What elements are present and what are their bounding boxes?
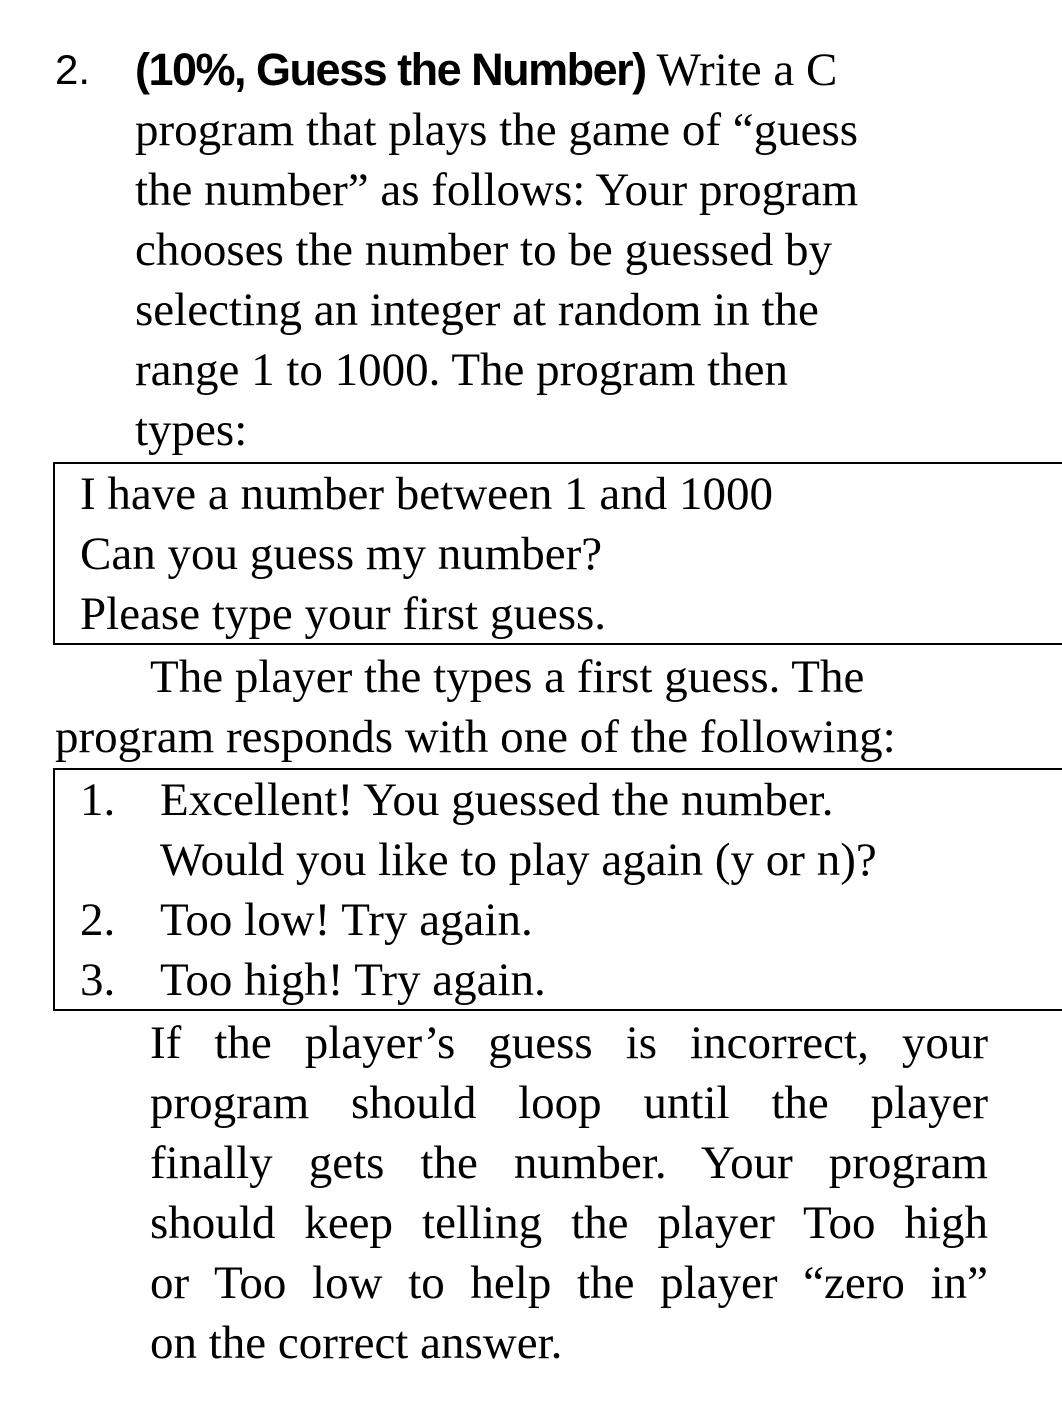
- responses-box: [53, 768, 1062, 1011]
- intro-line-3: the number” as follows: Your program: [135, 164, 859, 216]
- prompt-line-1: I have a number between 1 and 1000: [80, 468, 773, 520]
- prompt-output-box: [53, 462, 1062, 645]
- response-1-line-2: Would you like to play again (y or n)?: [160, 834, 877, 886]
- middle-line-1: The player the types a first guess. The: [150, 651, 865, 703]
- prompt-line-2: Can you guess my number?: [80, 528, 603, 580]
- response-1-line-1: Excellent! You guessed the number.: [160, 774, 834, 826]
- intro-line-6: range 1 to 1000. The program then: [135, 344, 789, 396]
- problem-heading-line: [135, 40, 837, 100]
- closing-line-6: on the correct answer.: [150, 1317, 563, 1369]
- problem-title: (10%, Guess the Number): [135, 44, 646, 95]
- response-2-number: 2.: [80, 894, 116, 946]
- closing-line-4: should keep telling the player Too high: [150, 1197, 988, 1249]
- intro-line-7: types:: [135, 404, 248, 456]
- closing-line-3: finally gets the number. Your program: [150, 1137, 988, 1189]
- intro-line-4: chooses the number to be guessed by: [135, 224, 833, 276]
- closing-line-5: or Too low to help the player “zero in”: [150, 1257, 988, 1309]
- intro-line-2: program that plays the game of “guess: [135, 104, 859, 156]
- middle-line-2: program responds with one of the following:: [55, 711, 896, 763]
- problem-number: 2.: [55, 46, 91, 93]
- intro-line-1: Write a C: [645, 44, 838, 96]
- response-3-number: 3.: [80, 954, 116, 1006]
- closing-line-2: program should loop until the player: [150, 1077, 988, 1129]
- intro-line-5: selecting an integer at random in the: [135, 284, 819, 336]
- closing-line-1: If the player’s guess is incorrect, your: [150, 1017, 988, 1069]
- response-3-line-1: Too high! Try again.: [160, 954, 546, 1006]
- response-1-number: 1.: [80, 774, 116, 826]
- prompt-line-3: Please type your first guess.: [80, 588, 607, 640]
- response-2-line-1: Too low! Try again.: [160, 894, 533, 946]
